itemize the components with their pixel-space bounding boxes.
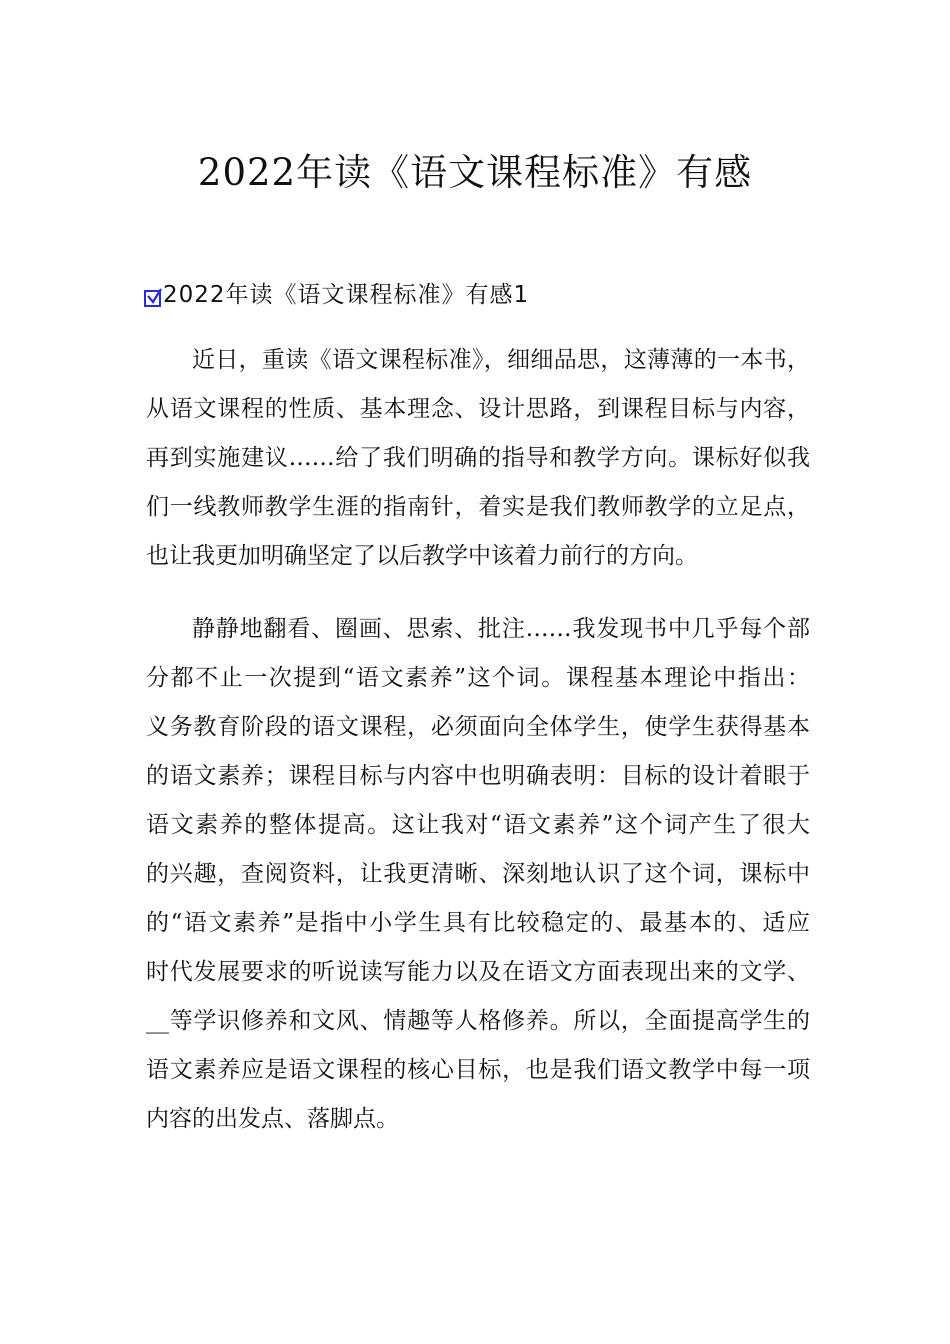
checkbox-icon xyxy=(144,290,161,307)
paragraph-line: 语文素养的整体提高。这让我对“语文素养”这个词产生了很大 xyxy=(146,812,810,838)
paragraph-line: 再到实施建议……给了我们明确的指导和教学方向。课标好似我 xyxy=(146,445,810,471)
paragraph-line: 时代发展要求的听说读写能力以及在语文方面表现出来的文学、 xyxy=(146,959,810,985)
paragraph-line: 静静地翻看、圈画、思索、批注……我发现书中几乎每个部 xyxy=(192,616,810,642)
paragraph-line: 近日，重读《语文课程标准》，细细品思，这薄薄的一本书， xyxy=(192,347,810,373)
section-heading xyxy=(144,274,529,310)
paragraph-line: 内容的出发点、落脚点。 xyxy=(146,1106,399,1132)
section-heading-text: 2022年读《语文课程标准》有感1 xyxy=(163,281,530,308)
paragraph-line: 语文素养应是语文课程的核心目标，也是我们语文教学中每一项 xyxy=(146,1057,810,1083)
paragraph-line: 的语文素养；课程目标与内容中也明确表明：目标的设计着眼于 xyxy=(146,763,810,789)
paragraph-1 xyxy=(146,336,810,581)
paragraph-line: 的兴趣，查阅资料，让我更清晰、深刻地认识了这个词，课标中 xyxy=(146,861,810,887)
paragraph-line: 从语文课程的性质、基本理念、设计思路，到课程目标与内容， xyxy=(146,396,810,422)
paragraph-line: 分都不止一次提到“语文素养”这个词。课程基本理论中指出： xyxy=(146,665,810,691)
paragraph-line: 们一线教师教学生涯的指南针，着实是我们教师教学的立足点， xyxy=(146,494,810,520)
page-title: 2022年读《语文课程标准》有感 xyxy=(197,151,753,194)
paragraph-line: 的“语文素养”是指中小学生具有比较稳定的、最基本的、适应 xyxy=(146,910,810,936)
paragraph-line: 也让我更加明确坚定了以后教学中该着力前行的方向。 xyxy=(146,543,698,569)
paragraph-line: __等学识修养和文风、情趣等人格修养。所以，全面提高学生的 xyxy=(146,1008,810,1034)
paragraph-line: 义务教育阶段的语文课程，必须面向全体学生，使学生获得基本 xyxy=(146,714,810,740)
paragraph-2 xyxy=(146,605,810,1144)
